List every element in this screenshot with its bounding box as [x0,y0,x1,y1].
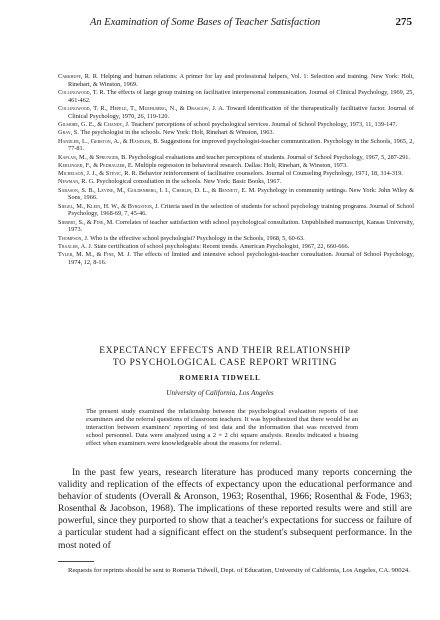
reference-text: Psychology in community settings. New York: John Wiley & Sons, 1966. [68,186,414,202]
reference-authors: Newman, R. G. [58,178,95,186]
reference-authors: Kaplan, M., & Sprunger, B. [58,153,127,161]
reference-entry [58,89,414,104]
reference-authors: Carkhuff, R. R. [58,73,99,80]
reference-entry [58,187,414,202]
reference-authors: Collingwood, T. R., Hefele, T., Muehlberg, N., & Drasgow, J. A. [58,105,225,112]
reference-authors: Tyler, M. M., & Fine, M. J. [58,251,132,259]
reference-entry [58,251,414,266]
reference-authors: Kerlinger, F., & Pedhauzer, E. [58,161,134,169]
reference-entry [58,138,414,153]
author-affiliation: University of California, Los Angeles [166,389,274,397]
reference-authors: Traxler, A. J. [58,243,93,251]
reference-text: Criteria used in the selection of students for school psychology training programs. Journal of School Psychology, 1968-69, 7, 45-46. [68,202,414,218]
reference-text: The effects of limited and intensive school psychologist-teacher consultation. Journal of School Psychology, 1974, 12, 8-16. [68,251,414,267]
reference-text: Behavior reinforcement of facilitative counselors. Journal of Counseling Psychology, 1971, 18, 314-319. [138,170,403,178]
reference-authors: Handler, L., Gerston, A., & Handler, B. [58,137,160,145]
reference-entry [58,105,414,120]
reference-entry [58,73,414,88]
reference-authors: Michelson, J. J., & Stevic, R. R. [58,170,138,178]
reference-entry [58,170,414,178]
reference-text: Psychological evaluations and teacher perceptions of students. Journal of School Psychology, 1967, 5, 287-291. [128,153,410,161]
reference-authors: Thompson, J. [58,234,89,242]
footnote-rule [58,561,94,562]
reference-authors: Siebert, S., & Fine, M. [58,218,114,226]
reference-text: Multiple regression in behavioral research. Dallas: Holt, Rinehart, & Winston, 1973. [134,161,348,169]
reference-entry [58,219,414,234]
reference-entry [58,162,414,170]
reference-entry [58,203,414,218]
reference-authors: Collingwood, T. R. [58,89,106,96]
article-title-line: EXPECTANCY EFFECTS AND THEIR RELATIONSHIP [99,346,351,356]
reference-entry [58,235,414,243]
reference-entry [58,129,414,137]
reference-text: Suggestions for improved psychologist-teacher communication. Psychology in the Schools, 1965, 2, 77-81. [68,137,414,153]
reference-text: Teachers' perceptions of school psychological services. Journal of School Psychology, 1973, 11, 139-147. [131,121,398,128]
body-paragraph: In the past few years, research literature has produced many reports concerning the validity and replication of the effects of expectancy upon the educational performance and behavior of students (Overall & Aronson, 1963; Rosenthal, 1966; Rosenthal & Fode, 1963; Rosenthal & Jacobson, 1968). The implications of these reported results were and still are powerful, since they purported to show that a teacher's expectations for success or failure of a particular student had a significant effect on the student's subsequent performance. In the most noted of [58,467,412,551]
body-text [58,467,412,552]
reference-text: Who is the effective school psychologist? Psychology in the Schools, 1968, 5, 60-63. [90,234,305,242]
reference-entry [58,243,414,251]
reference-entry [58,154,414,162]
reference-text: The psychologist in the schools. New York: Holt, Rinehart & Winston, 1963. [80,129,275,137]
reference-text: Helping and human relations: A primer for lay and professional helpers, Vol. 1: Selection and training. New York: Holt, Rinehart, & Winston, 1969. [68,73,414,88]
reference-entry [58,121,414,129]
reference-entry [58,178,414,186]
reference-text: Psychological consultation in the schools. New York: Basic Books, 1967. [96,178,282,186]
reference-list [58,73,414,267]
running-head [30,16,412,28]
article-author: ROMERIA TIDWELL [179,374,261,382]
reference-authors: Siegel, M., Klein, H. W., & Byrgstein, J. [58,202,159,210]
reference-text: State certification of school psychologists: Recent trends. American Psychologist, 1967, 22, 660-666. [93,243,350,251]
footnote-text: Requests for reprints should be sent to Romeria Tidwell, Dept. of Education, University of California, Los Angeles, CA. 90024. [68,567,410,574]
reference-text: Toward identification of the therapeutically facilitative factor. Journal of Clinical Psychology, 1970, 26, 119-120. [68,105,414,120]
reference-text: Correlates of teacher satisfaction with school psychological consultation. Unpublished manuscript, Kansas University, 1973. [68,218,415,234]
footnote [58,567,412,575]
reference-authors: Gilmore, G. E., & Chandy, J. [58,121,130,128]
abstract: The present study examined the relationship between the psychological evaluation reports of test examiners and the referral questions of classroom teachers. It was hypothesized that there would be an interaction between examiners' reporting of test data and the information that was received from school personnel. Data were analyzed using a 2 × 2 chi square analysis. Results indicated a biasing effect when examiners were knowledgeable about the reasons for referral. [86,408,358,448]
running-head-title: An Examination of Some Bases of Teacher Satisfaction [90,17,321,28]
reference-text: The effects of large group training on facilitative interpersonal communication. Journal of Clinical Psychology, 1969, 25, 461-462. [68,89,414,104]
reference-authors: Sarason, S. B., Levine, M., Goldenberg, I. I., Cherlin, D. L., & Bennett, E. M. [58,186,256,194]
article-title [40,346,410,369]
article-title-line: TO PSYCHOLOGICAL CASE REPORT WRITING [112,357,338,368]
reference-authors: Gray, S. [58,129,79,137]
page-number: 275 [395,16,412,28]
